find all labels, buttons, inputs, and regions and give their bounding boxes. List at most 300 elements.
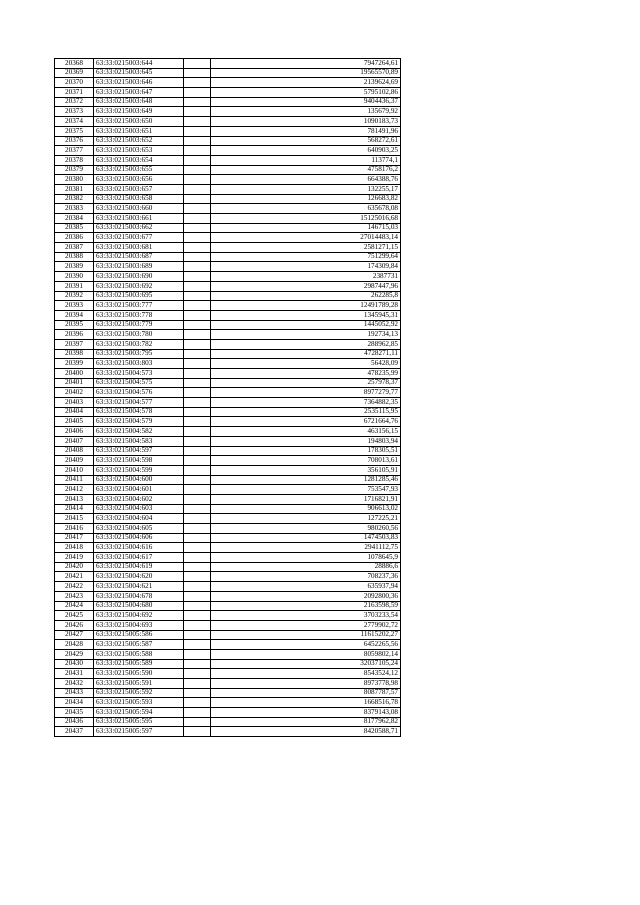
table-row <box>55 417 401 427</box>
table-row <box>55 514 401 524</box>
cadastral-value-cell: 194803,94 <box>211 436 401 446</box>
table-row <box>55 475 401 485</box>
empty-cell <box>184 155 211 165</box>
empty-cell <box>184 388 211 398</box>
empty-cell <box>184 146 211 156</box>
empty-cell <box>184 97 211 107</box>
table-row <box>55 175 401 185</box>
empty-cell <box>184 456 211 466</box>
empty-cell <box>184 601 211 611</box>
cadastral-number-cell: 63:33:0215003:687 <box>94 252 184 262</box>
empty-cell <box>184 504 211 514</box>
cadastral-value-table <box>54 58 401 737</box>
row-number-cell: 20384 <box>55 214 94 224</box>
table-row <box>55 233 401 243</box>
cadastral-value-cell: 8973778,98 <box>211 679 401 689</box>
cadastral-number-cell: 63:33:0215005:587 <box>94 640 184 650</box>
table-row <box>55 727 401 737</box>
cadastral-number-cell: 63:33:0215004:578 <box>94 407 184 417</box>
cadastral-value-cell: 257978,37 <box>211 378 401 388</box>
cadastral-value-cell: 288962,85 <box>211 339 401 349</box>
cadastral-number-cell: 63:33:0215004:579 <box>94 417 184 427</box>
empty-cell <box>184 204 211 214</box>
cadastral-value-cell: 708237,36 <box>211 572 401 582</box>
row-number-cell: 20400 <box>55 369 94 379</box>
row-number-cell: 20424 <box>55 601 94 611</box>
table-row <box>55 214 401 224</box>
empty-cell <box>184 291 211 301</box>
cadastral-value-cell: 1474503,83 <box>211 533 401 543</box>
cadastral-value-cell: 146715,03 <box>211 223 401 233</box>
cadastral-value-cell: 8059802,14 <box>211 649 401 659</box>
empty-cell <box>184 88 211 98</box>
table-row <box>55 688 401 698</box>
cadastral-value-cell: 12491789,28 <box>211 301 401 311</box>
table-row <box>55 582 401 592</box>
empty-cell <box>184 669 211 679</box>
cadastral-number-cell: 63:33:0215003:657 <box>94 184 184 194</box>
row-number-cell: 20403 <box>55 398 94 408</box>
table-row <box>55 291 401 301</box>
cadastral-number-cell: 63:33:0215003:655 <box>94 165 184 175</box>
table-row <box>55 572 401 582</box>
empty-cell <box>184 184 211 194</box>
cadastral-value-cell: 2387731 <box>211 272 401 282</box>
empty-cell <box>184 136 211 146</box>
cadastral-number-cell: 63:33:0215004:599 <box>94 465 184 475</box>
table-row <box>55 553 401 563</box>
row-number-cell: 20368 <box>55 59 94 69</box>
cadastral-number-cell: 63:33:0215003:644 <box>94 59 184 69</box>
cadastral-value-cell: 135679,92 <box>211 107 401 117</box>
cadastral-value-cell: 1716821,91 <box>211 494 401 504</box>
row-number-cell: 20388 <box>55 252 94 262</box>
cadastral-value-cell: 463156,15 <box>211 427 401 437</box>
table-row <box>55 620 401 630</box>
empty-cell <box>184 465 211 475</box>
empty-cell <box>184 611 211 621</box>
table-row <box>55 436 401 446</box>
cadastral-value-cell: 2163598,59 <box>211 601 401 611</box>
cadastral-value-cell: 56428,09 <box>211 359 401 369</box>
cadastral-value-cell: 356105,91 <box>211 465 401 475</box>
empty-cell <box>184 107 211 117</box>
cadastral-value-cell: 5795102,86 <box>211 88 401 98</box>
cadastral-number-cell: 63:33:0215004:680 <box>94 601 184 611</box>
empty-cell <box>184 582 211 592</box>
empty-cell <box>184 320 211 330</box>
cadastral-number-cell: 63:33:0215003:656 <box>94 175 184 185</box>
row-number-cell: 20429 <box>55 649 94 659</box>
cadastral-number-cell: 63:33:0215004:619 <box>94 562 184 572</box>
cadastral-value-cell: 3703233,54 <box>211 611 401 621</box>
row-number-cell: 20392 <box>55 291 94 301</box>
table-row <box>55 281 401 291</box>
cadastral-value-cell: 28886,6 <box>211 562 401 572</box>
cadastral-value-cell: 568272,61 <box>211 136 401 146</box>
cadastral-number-cell: 63:33:0215003:692 <box>94 281 184 291</box>
cadastral-number-cell: 63:33:0215004:692 <box>94 611 184 621</box>
table-row <box>55 330 401 340</box>
row-number-cell: 20409 <box>55 456 94 466</box>
table-row <box>55 339 401 349</box>
table-row <box>55 184 401 194</box>
cadastral-number-cell: 63:33:0215004:693 <box>94 620 184 630</box>
cadastral-value-cell: 4728271,11 <box>211 349 401 359</box>
table-row <box>55 243 401 253</box>
row-number-cell: 20386 <box>55 233 94 243</box>
cadastral-value-cell: 2581271,15 <box>211 243 401 253</box>
empty-cell <box>184 640 211 650</box>
cadastral-value-cell: 980260,56 <box>211 524 401 534</box>
cadastral-value-cell: 2092800,36 <box>211 591 401 601</box>
row-number-cell: 20434 <box>55 698 94 708</box>
table-row <box>55 97 401 107</box>
cadastral-value-cell: 8379143,08 <box>211 708 401 718</box>
table-row <box>55 301 401 311</box>
table-row <box>55 398 401 408</box>
cadastral-number-cell: 63:33:0215005:586 <box>94 630 184 640</box>
empty-cell <box>184 591 211 601</box>
row-number-cell: 20377 <box>55 146 94 156</box>
empty-cell <box>184 708 211 718</box>
cadastral-number-cell: 63:33:0215004:598 <box>94 456 184 466</box>
row-number-cell: 20391 <box>55 281 94 291</box>
empty-cell <box>184 562 211 572</box>
cadastral-number-cell: 63:33:0215004:616 <box>94 543 184 553</box>
cadastral-number-cell: 63:33:0215004:603 <box>94 504 184 514</box>
row-number-cell: 20401 <box>55 378 94 388</box>
cadastral-number-cell: 63:33:0215004:577 <box>94 398 184 408</box>
table-row <box>55 194 401 204</box>
row-number-cell: 20407 <box>55 436 94 446</box>
cadastral-number-cell: 63:33:0215003:662 <box>94 223 184 233</box>
row-number-cell: 20408 <box>55 446 94 456</box>
cadastral-number-cell: 63:33:0215004:583 <box>94 436 184 446</box>
table-row <box>55 524 401 534</box>
cadastral-value-cell: 6721664,76 <box>211 417 401 427</box>
empty-cell <box>184 68 211 78</box>
cadastral-number-cell: 63:33:0215005:588 <box>94 649 184 659</box>
row-number-cell: 20417 <box>55 533 94 543</box>
cadastral-value-cell: 32037105,24 <box>211 659 401 669</box>
empty-cell <box>184 165 211 175</box>
row-number-cell: 20427 <box>55 630 94 640</box>
row-number-cell: 20389 <box>55 262 94 272</box>
cadastral-value-cell: 2139624,69 <box>211 78 401 88</box>
cadastral-value-cell: 192734,13 <box>211 330 401 340</box>
row-number-cell: 20396 <box>55 330 94 340</box>
cadastral-number-cell: 63:33:0215004:600 <box>94 475 184 485</box>
row-number-cell: 20399 <box>55 359 94 369</box>
cadastral-value-cell: 2535115,95 <box>211 407 401 417</box>
table-row <box>55 320 401 330</box>
cadastral-value-cell: 635678,08 <box>211 204 401 214</box>
cadastral-number-cell: 63:33:0215004:604 <box>94 514 184 524</box>
cadastral-value-cell: 19565570,89 <box>211 68 401 78</box>
row-number-cell: 20382 <box>55 194 94 204</box>
empty-cell <box>184 378 211 388</box>
cadastral-number-cell: 63:33:0215004:617 <box>94 553 184 563</box>
empty-cell <box>184 339 211 349</box>
empty-cell <box>184 252 211 262</box>
row-number-cell: 20378 <box>55 155 94 165</box>
table-row <box>55 68 401 78</box>
cadastral-number-cell: 63:33:0215003:647 <box>94 88 184 98</box>
table-row <box>55 165 401 175</box>
cadastral-number-cell: 63:33:0215003:780 <box>94 330 184 340</box>
row-number-cell: 20406 <box>55 427 94 437</box>
empty-cell <box>184 630 211 640</box>
row-number-cell: 20398 <box>55 349 94 359</box>
table-row <box>55 446 401 456</box>
table-row <box>55 640 401 650</box>
cadastral-number-cell: 63:33:0215003:681 <box>94 243 184 253</box>
cadastral-number-cell: 63:33:0215003:660 <box>94 204 184 214</box>
table-row <box>55 369 401 379</box>
cadastral-value-cell: 15125016,68 <box>211 214 401 224</box>
row-number-cell: 20402 <box>55 388 94 398</box>
table-row <box>55 59 401 69</box>
empty-cell <box>184 330 211 340</box>
cadastral-value-cell: 126683,82 <box>211 194 401 204</box>
cadastral-number-cell: 63:33:0215004:597 <box>94 446 184 456</box>
table-row <box>55 562 401 572</box>
empty-cell <box>184 620 211 630</box>
cadastral-number-cell: 63:33:0215003:778 <box>94 310 184 320</box>
cadastral-number-cell: 63:33:0215003:651 <box>94 126 184 136</box>
row-number-cell: 20432 <box>55 679 94 689</box>
empty-cell <box>184 514 211 524</box>
row-number-cell: 20416 <box>55 524 94 534</box>
cadastral-number-cell: 63:33:0215003:658 <box>94 194 184 204</box>
cadastral-value-cell: 1445052,92 <box>211 320 401 330</box>
table-row <box>55 659 401 669</box>
table-row <box>55 591 401 601</box>
row-number-cell: 20387 <box>55 243 94 253</box>
table-row <box>55 349 401 359</box>
table-row <box>55 708 401 718</box>
cadastral-value-cell: 1090183,73 <box>211 117 401 127</box>
row-number-cell: 20431 <box>55 669 94 679</box>
cadastral-value-cell: 781491,96 <box>211 126 401 136</box>
row-number-cell: 20375 <box>55 126 94 136</box>
cadastral-number-cell: 63:33:0215004:582 <box>94 427 184 437</box>
row-number-cell: 20436 <box>55 717 94 727</box>
empty-cell <box>184 446 211 456</box>
table-row <box>55 388 401 398</box>
empty-cell <box>184 417 211 427</box>
cadastral-number-cell: 63:33:0215005:589 <box>94 659 184 669</box>
cadastral-value-cell: 174309,84 <box>211 262 401 272</box>
table-row <box>55 155 401 165</box>
cadastral-number-cell: 63:33:0215005:593 <box>94 698 184 708</box>
row-number-cell: 20370 <box>55 78 94 88</box>
cadastral-number-cell: 63:33:0215003:777 <box>94 301 184 311</box>
cadastral-value-cell: 1668516,78 <box>211 698 401 708</box>
cadastral-value-cell: 4758176,2 <box>211 165 401 175</box>
empty-cell <box>184 175 211 185</box>
empty-cell <box>184 679 211 689</box>
row-number-cell: 20393 <box>55 301 94 311</box>
table-row <box>55 126 401 136</box>
row-number-cell: 20381 <box>55 184 94 194</box>
table-row <box>55 88 401 98</box>
row-number-cell: 20418 <box>55 543 94 553</box>
empty-cell <box>184 223 211 233</box>
cadastral-number-cell: 63:33:0215003:803 <box>94 359 184 369</box>
cadastral-value-cell: 2987447,96 <box>211 281 401 291</box>
row-number-cell: 20421 <box>55 572 94 582</box>
cadastral-value-cell: 9404436,37 <box>211 97 401 107</box>
row-number-cell: 20433 <box>55 688 94 698</box>
table-row <box>55 485 401 495</box>
empty-cell <box>184 243 211 253</box>
empty-cell <box>184 659 211 669</box>
row-number-cell: 20430 <box>55 659 94 669</box>
cadastral-number-cell: 63:33:0215005:595 <box>94 717 184 727</box>
table-row <box>55 649 401 659</box>
empty-cell <box>184 59 211 69</box>
row-number-cell: 20426 <box>55 620 94 630</box>
cadastral-number-cell: 63:33:0215004:575 <box>94 378 184 388</box>
table-row <box>55 679 401 689</box>
cadastral-number-cell: 63:33:0215005:590 <box>94 669 184 679</box>
row-number-cell: 20373 <box>55 107 94 117</box>
row-number-cell: 20383 <box>55 204 94 214</box>
row-number-cell: 20422 <box>55 582 94 592</box>
table-row <box>55 698 401 708</box>
row-number-cell: 20419 <box>55 553 94 563</box>
cadastral-number-cell: 63:33:0215003:649 <box>94 107 184 117</box>
row-number-cell: 20385 <box>55 223 94 233</box>
cadastral-value-cell: 178305,51 <box>211 446 401 456</box>
row-number-cell: 20404 <box>55 407 94 417</box>
empty-cell <box>184 233 211 243</box>
empty-cell <box>184 301 211 311</box>
row-number-cell: 20372 <box>55 97 94 107</box>
cadastral-value-cell: 127225,21 <box>211 514 401 524</box>
cadastral-value-cell: 640903,25 <box>211 146 401 156</box>
table-body <box>55 59 401 737</box>
cadastral-value-cell: 753547,93 <box>211 485 401 495</box>
cadastral-value-cell: 906613,02 <box>211 504 401 514</box>
cadastral-value-cell: 478235,99 <box>211 369 401 379</box>
cadastral-number-cell: 63:33:0215003:648 <box>94 97 184 107</box>
cadastral-number-cell: 63:33:0215003:690 <box>94 272 184 282</box>
empty-cell <box>184 717 211 727</box>
cadastral-number-cell: 63:33:0215005:591 <box>94 679 184 689</box>
cadastral-value-cell: 27014483,14 <box>211 233 401 243</box>
empty-cell <box>184 262 211 272</box>
row-number-cell: 20435 <box>55 708 94 718</box>
cadastral-number-cell: 63:33:0215004:605 <box>94 524 184 534</box>
cadastral-number-cell: 63:33:0215003:652 <box>94 136 184 146</box>
empty-cell <box>184 369 211 379</box>
empty-cell <box>184 281 211 291</box>
cadastral-value-cell: 262285,8 <box>211 291 401 301</box>
table-row <box>55 117 401 127</box>
empty-cell <box>184 485 211 495</box>
cadastral-number-cell: 63:33:0215005:594 <box>94 708 184 718</box>
empty-cell <box>184 427 211 437</box>
empty-cell <box>184 194 211 204</box>
cadastral-number-cell: 63:33:0215003:695 <box>94 291 184 301</box>
cadastral-number-cell: 63:33:0215003:677 <box>94 233 184 243</box>
cadastral-value-cell: 7947264,61 <box>211 59 401 69</box>
row-number-cell: 20420 <box>55 562 94 572</box>
row-number-cell: 20415 <box>55 514 94 524</box>
table-row <box>55 504 401 514</box>
cadastral-value-cell: 751299,64 <box>211 252 401 262</box>
cadastral-value-cell: 8177962,82 <box>211 717 401 727</box>
cadastral-value-cell: 2779902,72 <box>211 620 401 630</box>
table-row <box>55 543 401 553</box>
row-number-cell: 20380 <box>55 175 94 185</box>
empty-cell <box>184 727 211 737</box>
empty-cell <box>184 649 211 659</box>
cadastral-value-cell: 2941112,75 <box>211 543 401 553</box>
cadastral-number-cell: 63:33:0215003:661 <box>94 214 184 224</box>
cadastral-number-cell: 63:33:0215003:650 <box>94 117 184 127</box>
cadastral-value-cell: 8977279,77 <box>211 388 401 398</box>
table-row <box>55 601 401 611</box>
row-number-cell: 20411 <box>55 475 94 485</box>
row-number-cell: 20374 <box>55 117 94 127</box>
cadastral-number-cell: 63:33:0215003:645 <box>94 68 184 78</box>
cadastral-number-cell: 63:33:0215004:573 <box>94 369 184 379</box>
table-row <box>55 378 401 388</box>
cadastral-value-cell: 708013,61 <box>211 456 401 466</box>
empty-cell <box>184 310 211 320</box>
cadastral-number-cell: 63:33:0215004:576 <box>94 388 184 398</box>
table-row <box>55 630 401 640</box>
table-row <box>55 107 401 117</box>
cadastral-value-cell: 1078645,9 <box>211 553 401 563</box>
cadastral-number-cell: 63:33:0215004:606 <box>94 533 184 543</box>
empty-cell <box>184 398 211 408</box>
row-number-cell: 20414 <box>55 504 94 514</box>
cadastral-number-cell: 63:33:0215004:678 <box>94 591 184 601</box>
cadastral-number-cell: 63:33:0215004:601 <box>94 485 184 495</box>
cadastral-number-cell: 63:33:0215004:621 <box>94 582 184 592</box>
row-number-cell: 20390 <box>55 272 94 282</box>
row-number-cell: 20437 <box>55 727 94 737</box>
empty-cell <box>184 543 211 553</box>
cadastral-number-cell: 63:33:0215005:592 <box>94 688 184 698</box>
cadastral-number-cell: 63:33:0215003:646 <box>94 78 184 88</box>
row-number-cell: 20395 <box>55 320 94 330</box>
row-number-cell: 20376 <box>55 136 94 146</box>
cadastral-number-cell: 63:33:0215003:654 <box>94 155 184 165</box>
table-row <box>55 204 401 214</box>
cadastral-value-cell: 8420588,71 <box>211 727 401 737</box>
cadastral-value-cell: 7364882,35 <box>211 398 401 408</box>
cadastral-number-cell: 63:33:0215005:597 <box>94 727 184 737</box>
cadastral-value-cell: 1345945,31 <box>211 310 401 320</box>
cadastral-value-cell: 664388,76 <box>211 175 401 185</box>
empty-cell <box>184 553 211 563</box>
table-row <box>55 465 401 475</box>
row-number-cell: 20379 <box>55 165 94 175</box>
row-number-cell: 20428 <box>55 640 94 650</box>
cadastral-number-cell: 63:33:0215003:653 <box>94 146 184 156</box>
table-row <box>55 669 401 679</box>
table-row <box>55 717 401 727</box>
empty-cell <box>184 214 211 224</box>
row-number-cell: 20397 <box>55 339 94 349</box>
row-number-cell: 20425 <box>55 611 94 621</box>
